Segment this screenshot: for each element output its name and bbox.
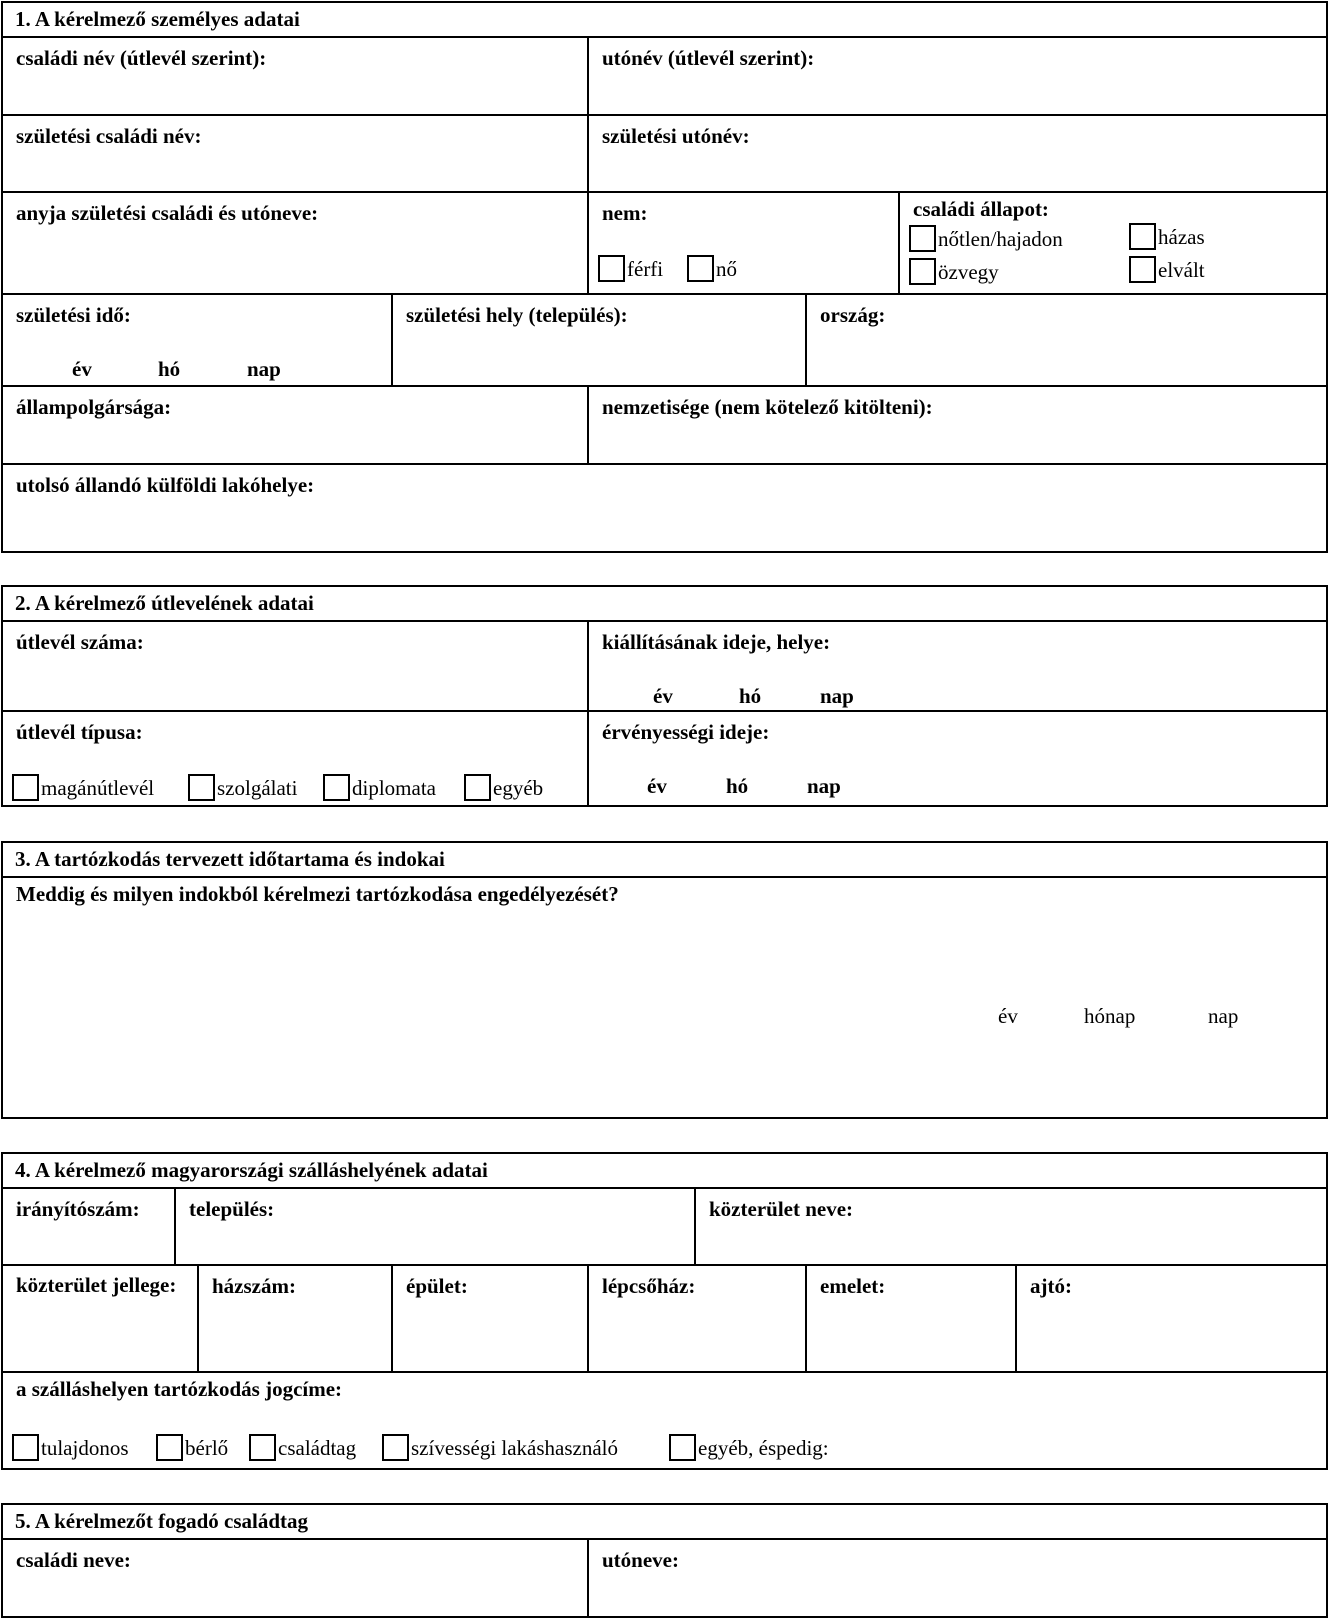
postcode-field[interactable]	[3, 1189, 174, 1264]
floor-field[interactable]	[805, 1266, 1015, 1371]
title-of-stay-field	[3, 1373, 1326, 1468]
courtesy-use-option[interactable]: szívességi lakáshasználó	[382, 1434, 618, 1461]
row-birth	[3, 293, 1326, 385]
checkbox[interactable]	[1129, 223, 1156, 250]
issue-year-label: év	[653, 684, 673, 708]
marital-divorced-option[interactable]: elvált	[1129, 256, 1205, 283]
birth-date-label: születési idő:	[16, 303, 131, 327]
birth-place-field[interactable]	[391, 295, 805, 385]
marital-widowed-option[interactable]: özvegy	[909, 258, 999, 285]
section-passport-data	[1, 585, 1328, 807]
sex-label: nem:	[602, 201, 648, 225]
marital-single-option[interactable]: nőtlen/hajadon	[909, 225, 1063, 252]
checkbox[interactable]	[188, 774, 215, 801]
year-label: év	[72, 357, 92, 381]
validity-day-label: nap	[807, 774, 841, 798]
section-personal-data	[1, 1, 1328, 553]
section-1-title: 1. A kérelmező személyes adatai	[15, 7, 300, 31]
floor-label: emelet:	[820, 1274, 886, 1298]
host-given-name-field[interactable]	[587, 1540, 1326, 1616]
host-given-name-label: utóneve:	[602, 1548, 679, 1572]
nationality-label: nemzetisége (nem kötelező kitölteni):	[602, 395, 933, 419]
row-names	[3, 36, 1326, 114]
duration-day-label: nap	[1208, 1004, 1239, 1028]
checkbox[interactable]	[669, 1434, 696, 1461]
validity-month-label: hó	[726, 774, 749, 798]
building-label: épület:	[406, 1274, 468, 1298]
host-family-name-label: családi neve:	[16, 1548, 131, 1572]
host-family-name-field[interactable]	[3, 1540, 587, 1616]
issue-month-label: hó	[739, 684, 762, 708]
country-label: ország:	[820, 303, 886, 327]
passport-type-field	[3, 712, 587, 805]
marital-status-field	[898, 193, 1326, 293]
owner-option[interactable]: tulajdonos	[12, 1434, 129, 1461]
family-name-field[interactable]	[3, 38, 587, 114]
row-birth-names	[3, 114, 1326, 191]
last-residence-label: utolsó állandó külföldi lakóhelye:	[16, 473, 315, 497]
day-label: nap	[247, 357, 281, 381]
checkbox[interactable]	[909, 225, 936, 252]
door-label: ajtó:	[1030, 1274, 1072, 1298]
street-name-field[interactable]	[694, 1189, 1326, 1264]
family-member-option[interactable]: családtag	[249, 1434, 356, 1461]
passport-type-label: útlevél típusa:	[16, 720, 143, 744]
section-accommodation	[1, 1152, 1328, 1470]
checkbox[interactable]	[12, 774, 39, 801]
sex-field	[587, 193, 898, 293]
checkbox[interactable]	[598, 255, 625, 282]
settlement-label: település:	[189, 1197, 275, 1221]
house-number-label: házszám:	[212, 1274, 296, 1298]
birth-family-name-field[interactable]	[3, 116, 587, 191]
country-field[interactable]	[805, 295, 1326, 385]
stay-reason-field[interactable]	[3, 878, 1326, 1117]
validity-year-label: év	[647, 774, 667, 798]
street-type-field[interactable]	[3, 1266, 197, 1371]
month-label: hó	[158, 357, 181, 381]
duration-year-label: év	[998, 1004, 1018, 1028]
mother-name-label: anyja születési családi és utóneve:	[16, 201, 319, 225]
postcode-label: irányítószám:	[16, 1197, 140, 1221]
section-5-title: 5. A kérelmezőt fogadó családtag	[15, 1509, 308, 1533]
given-name-field[interactable]	[587, 38, 1326, 114]
stay-reason-question: Meddig és milyen indokból kérelmezi tartózkodása engedélyezését?	[16, 882, 619, 906]
row-citizenship	[3, 385, 1326, 463]
row-mother-sex-marital	[3, 191, 1326, 293]
checkbox[interactable]	[156, 1434, 183, 1461]
checkbox[interactable]	[12, 1434, 39, 1461]
birth-given-name-field[interactable]	[587, 116, 1326, 191]
issue-field[interactable]	[587, 622, 1326, 710]
validity-field[interactable]	[587, 712, 1326, 805]
street-name-label: közterület neve:	[709, 1197, 854, 1221]
row-address-details	[3, 1264, 1326, 1371]
citizenship-label: állampolgársága:	[16, 395, 172, 419]
row-passport-number	[3, 620, 1326, 710]
tenant-option[interactable]: bérlő	[156, 1434, 228, 1461]
passport-number-field[interactable]	[3, 622, 587, 710]
street-type-label: közterület jellege:	[16, 1273, 177, 1297]
checkbox[interactable]	[687, 255, 714, 282]
birth-place-label: születési hely (település):	[406, 303, 628, 327]
checkbox[interactable]	[249, 1434, 276, 1461]
checkbox[interactable]	[1129, 256, 1156, 283]
checkbox[interactable]	[909, 258, 936, 285]
marital-married-option[interactable]: házas	[1129, 223, 1205, 250]
row-passport-type	[3, 710, 1326, 805]
section-3-title: 3. A tartózkodás tervezett időtartama és indokai	[15, 847, 445, 871]
duration-month-label: hónap	[1084, 1004, 1136, 1028]
family-name-label: családi név (útlevél szerint):	[16, 46, 267, 70]
staircase-field[interactable]	[587, 1266, 805, 1371]
citizenship-field[interactable]	[3, 387, 587, 463]
section-2-title: 2. A kérelmező útlevelének adatai	[15, 591, 314, 615]
row-stay-reason	[3, 876, 1326, 1117]
house-number-field[interactable]	[197, 1266, 391, 1371]
type-diplomatic-option[interactable]: diplomata	[323, 774, 436, 801]
nationality-field[interactable]	[587, 387, 1326, 463]
row-last-residence	[3, 463, 1326, 551]
type-service-option[interactable]: szolgálati	[188, 774, 297, 801]
building-field[interactable]	[391, 1266, 587, 1371]
checkbox[interactable]	[464, 774, 491, 801]
issue-label: kiállításának ideje, helye:	[602, 630, 831, 654]
given-name-label: utónév (útlevél szerint):	[602, 46, 815, 70]
issue-day-label: nap	[820, 684, 854, 708]
staircase-label: lépcsőház:	[602, 1274, 696, 1298]
section-4-title: 4. A kérelmező magyarországi szálláshelyének adatai	[15, 1158, 488, 1182]
row-host-names	[3, 1538, 1326, 1616]
row-title-of-stay	[3, 1371, 1326, 1468]
row-address	[3, 1187, 1326, 1264]
section-stay-duration	[1, 841, 1328, 1119]
door-field[interactable]	[1015, 1266, 1326, 1371]
birth-date-field[interactable]	[3, 295, 391, 385]
title-of-stay-label: a szálláshelyen tartózkodás jogcíme:	[16, 1377, 343, 1401]
sex-female-option[interactable]: nő	[687, 255, 737, 282]
birth-given-name-label: születési utónév:	[602, 124, 750, 148]
sex-male-option[interactable]: férfi	[598, 255, 663, 282]
marital-status-label: családi állapot:	[913, 197, 1049, 221]
section-host-family-member	[1, 1503, 1328, 1618]
mother-name-field[interactable]	[3, 193, 587, 293]
settlement-field[interactable]	[174, 1189, 694, 1264]
checkbox[interactable]	[382, 1434, 409, 1461]
type-other-option[interactable]: egyéb	[464, 774, 543, 801]
last-residence-field[interactable]	[3, 465, 1326, 551]
checkbox[interactable]	[323, 774, 350, 801]
birth-family-name-label: születési családi név:	[16, 124, 202, 148]
other-option[interactable]: egyéb, éspedig:	[669, 1434, 829, 1461]
validity-label: érvényességi ideje:	[602, 720, 770, 744]
passport-number-label: útlevél száma:	[16, 630, 144, 654]
type-private-option[interactable]: magánútlevél	[12, 774, 154, 801]
